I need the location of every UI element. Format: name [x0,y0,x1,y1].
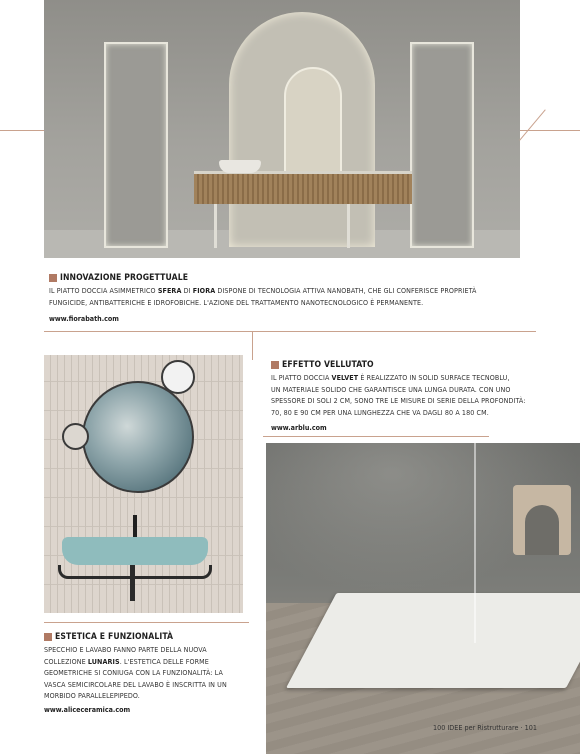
heading-marker-square [49,274,57,282]
stone-stool-arch [525,505,559,555]
text-line: MORBIDO PARALLELEPIPEDO. [44,691,140,700]
link-arblu[interactable]: www.arblu.com [271,423,327,432]
sink-tap [133,515,137,539]
margin-rule [520,130,580,131]
heading-innovazione [49,273,188,283]
text-line: IL PIATTO DOCCIA ASIMMETRICO SFERA DI FIORA DISPONE DI TECNOLOGIA ATTIVA NANOBATH, CHE GLI CONFERISCE PROPRIETÀ [49,286,477,295]
sink-drain-pipe [130,565,135,601]
vanity-leg [347,204,350,248]
heading-text: EFFETTO VELLUTATO [282,360,374,370]
heading-marker-square [271,361,279,369]
text-line: GEOMETRICHE SI CONIUGA CON LA FUNZIONALITÀ: LA [44,668,223,677]
text-line: 70, 80 E 90 CM PER UNA LUNGHEZZA CHE VA DAGLI 80 A 180 CM. [271,407,489,417]
heading-text: INNOVAZIONE PROGETTUALE [60,273,189,283]
text-line: VASCA SEMICIRCOLARE DEL LAVABO È INSCRITTA IN UN [44,679,227,689]
towel-rail [58,565,212,579]
text-line: COLLEZIONE LUNARIS. L'ESTETICA DELLE FORME [44,656,209,666]
glass-panel-edge [474,443,476,643]
crosshair-mark [519,109,545,140]
photo-velvet-shower-tray [266,443,580,754]
teal-sink [62,537,208,565]
arched-mirror [284,67,342,175]
shower-niche-left [104,42,168,248]
wooden-vanity [194,174,412,204]
section-divider [44,331,536,332]
heading-text: ESTETICA E FUNZIONALITÀ [55,632,174,642]
shower-tray [286,593,580,688]
text-line: IL PIATTO DOCCIA VELVET È REALIZZATO IN SOLID SURFACE TECNOBLU, [271,373,510,382]
heading-estetica [44,632,173,642]
photo-fiora-bathroom [44,0,520,258]
heading-marker-square [44,633,52,641]
text-line: UN MATERIALE SOLIDO CHE GARANTISCE UNA LUNGA DURATA. CON UNO [271,384,511,394]
page-footer: 100 IDEE per Ristrutturare · 101 [432,723,537,732]
link-fiorabath[interactable]: www.fiorabath.com [49,314,119,323]
text-line: SPESSORE DI SOLI 2 CM, SONO TRE LE MISURE DI SERIE DELLA PROFONDITÀ: [271,396,526,405]
body-estetica [44,644,227,702]
link-aliceceramica[interactable]: www.aliceceramica.com [44,705,131,714]
text-line: FUNGICIDE, ANTIBATTERICHE E IDROFOBICHE. L'AZIONE DEL TRATTAMENTO NANOTECNOLOGICO È PERMANENTE. [49,297,424,307]
text-line: SPECCHIO E LAVABO FANNO PARTE DELLA NUOVA [44,645,207,654]
heading-effetto-vellutato [271,360,374,370]
round-mirror-small [62,423,89,450]
round-mirror-large [82,381,194,493]
body-innovazione [49,285,477,308]
section-divider [263,436,489,437]
margin-rule [0,130,44,131]
photo-lunaris-sink [44,355,243,613]
round-mirror-small [161,360,195,394]
vessel-basin [219,160,261,173]
section-divider-vertical [252,332,253,360]
body-effetto-vellutato [271,372,526,418]
section-divider [44,622,249,623]
vanity-leg [214,204,217,248]
shower-niche-right [410,42,474,248]
